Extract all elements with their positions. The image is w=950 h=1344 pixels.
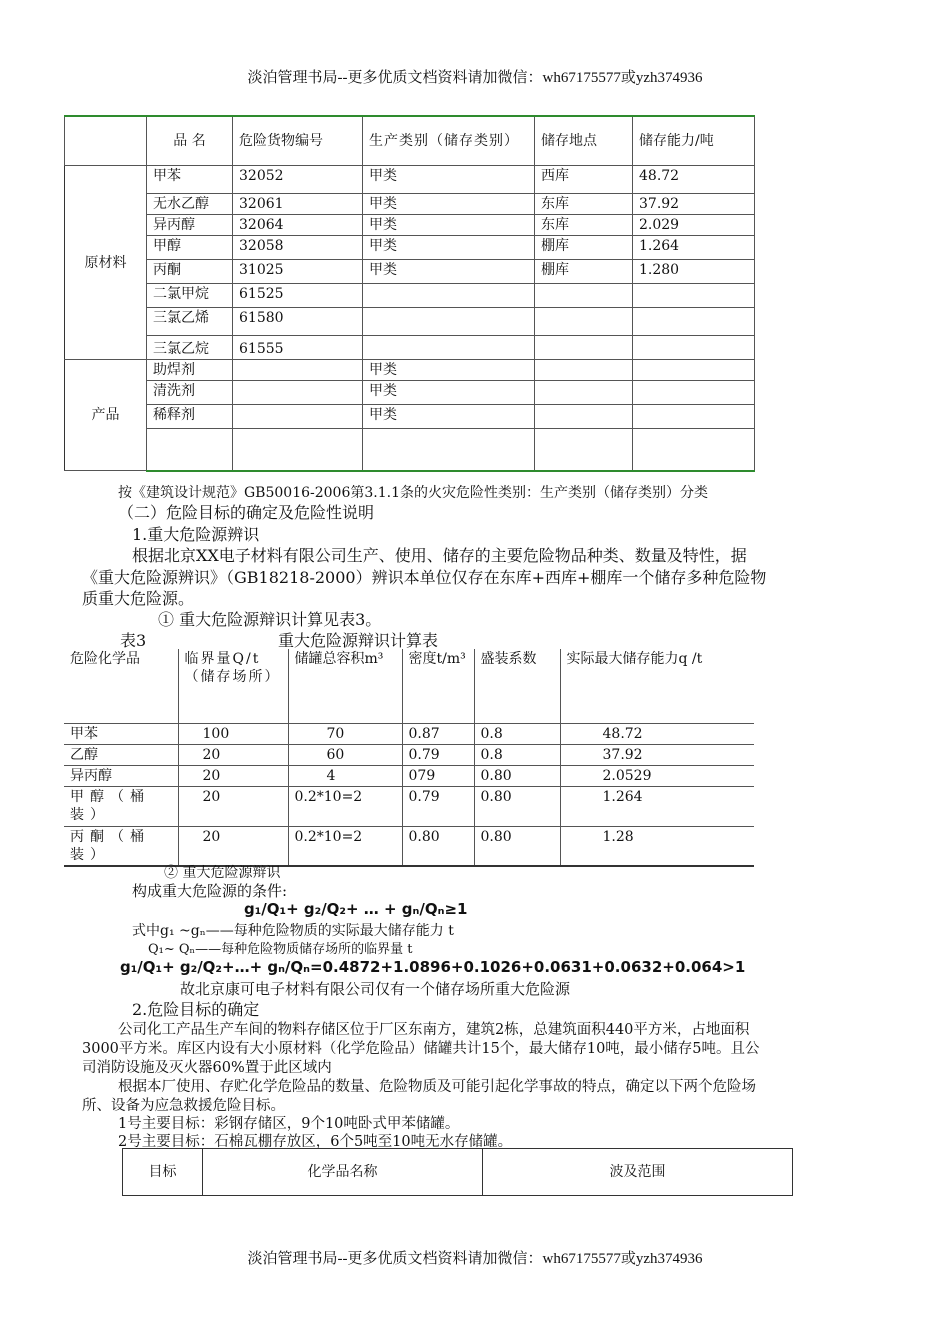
cell xyxy=(633,429,755,471)
cell: 32064 xyxy=(233,215,363,236)
cell: 20 xyxy=(178,765,288,786)
cell: 二氯甲烷 xyxy=(147,284,233,308)
cell: 0.80 xyxy=(474,765,560,786)
cell xyxy=(363,429,535,471)
cell: 20 xyxy=(178,826,288,866)
header-cell: 实际最大储存能力q /t xyxy=(560,649,754,723)
paragraph-line: 所、设备为应急救援危险目标。 xyxy=(82,1098,285,1114)
table-row xyxy=(64,826,754,866)
cell xyxy=(233,360,363,381)
cell: 异丙醇 xyxy=(64,765,178,786)
header-cell: 化学品名称 xyxy=(203,1149,483,1196)
header-cell: 储存地点 xyxy=(535,116,633,166)
table-row xyxy=(65,405,755,429)
cell: 0.80 xyxy=(402,826,474,866)
paragraph-line: 根据本厂使用、存贮化学危险品的数量、危险物质及可能引起化学事故的特点，确定以下两个危险场 xyxy=(118,1079,756,1095)
header-cell: 危险货物编号 xyxy=(233,116,363,166)
table-row xyxy=(65,236,755,260)
cell: 48.72 xyxy=(560,723,754,744)
page-header: 淡泊管理书局--更多优质文档资料请加微信：wh67175577或yzh374936 xyxy=(247,70,703,86)
definition-line: 式中g₁ ~gₙ——每种危险物质的实际最大储存能力 t xyxy=(132,923,454,939)
subsection-title: 1.重大危险源辨识 xyxy=(132,525,260,544)
header-cell: 临界量Q/t（储存场所） xyxy=(178,649,288,723)
cell: 1.280 xyxy=(633,260,755,284)
cell: 32061 xyxy=(233,194,363,215)
cell: 70 xyxy=(288,723,402,744)
cell xyxy=(633,360,755,381)
table-label: 表3 xyxy=(120,631,147,650)
cell: 61525 xyxy=(233,284,363,308)
cell xyxy=(147,429,233,471)
cell: 31025 xyxy=(233,260,363,284)
cell: 0.2*10=2 xyxy=(288,826,402,866)
cell xyxy=(363,284,535,308)
cell: 异丙醇 xyxy=(147,215,233,236)
target-line: 2号主要目标：石棉瓦棚存放区，6个5吨至10吨无水存储罐。 xyxy=(118,1134,513,1150)
cell: 东库 xyxy=(535,194,633,215)
cell: 清洗剂 xyxy=(147,381,233,405)
header-cell: 品 名 xyxy=(147,116,233,166)
cell: 0.79 xyxy=(402,744,474,765)
header-cell: 储存能力/吨 xyxy=(633,116,755,166)
cell xyxy=(363,336,535,360)
cell xyxy=(535,336,633,360)
condition-line: 构成重大危险源的条件: xyxy=(132,882,288,900)
cell: 32058 xyxy=(233,236,363,260)
cell: 61580 xyxy=(233,308,363,336)
definition-line: Q₁~ Qₙ——每种危险物质储存场所的临界量 t xyxy=(148,942,413,957)
cell: 0.8 xyxy=(474,744,560,765)
table-row xyxy=(65,260,755,284)
page-footer: 淡泊管理书局--更多优质文档资料请加微信：wh67175577或yzh374936 xyxy=(247,1251,703,1267)
header-cell: 目标 xyxy=(123,1149,203,1196)
table-row xyxy=(65,194,755,215)
cell xyxy=(633,308,755,336)
header-cell xyxy=(65,116,147,166)
cell: 甲类 xyxy=(363,260,535,284)
cell: 棚库 xyxy=(535,236,633,260)
table-title: 重大危险源辩识计算表 xyxy=(278,631,439,650)
paragraph-line: 根据北京XX电子材料有限公司生产、使用、储存的主要危险物品种类、数量及特性，据 xyxy=(132,546,747,565)
cell xyxy=(535,308,633,336)
cell: 2.0529 xyxy=(560,765,754,786)
cell xyxy=(363,308,535,336)
list-item: ② 重大危险源辩识 xyxy=(164,865,281,881)
cell xyxy=(633,405,755,429)
table-row xyxy=(64,744,754,765)
cell xyxy=(535,405,633,429)
cell: 2.029 xyxy=(633,215,755,236)
paragraph-line: 公司化工产品生产车间的物料存储区位于厂区东南方，建筑2栋，总建筑面积440平方米，占地面积 xyxy=(118,1022,750,1038)
formula-calculation: g₁/Q₁+ g₂/Q₂+…+ gₙ/Qₙ=0.4872+1.0896+0.1026+0.0631+0.0632+0.064>1 xyxy=(120,958,746,976)
cell: 079 xyxy=(402,765,474,786)
cell: 1.264 xyxy=(633,236,755,260)
cell: 1.264 xyxy=(560,786,754,826)
cell xyxy=(633,284,755,308)
cell xyxy=(233,429,363,471)
cell: 东库 xyxy=(535,215,633,236)
table-row xyxy=(64,786,754,826)
cell: 甲类 xyxy=(363,381,535,405)
table-header-row xyxy=(65,116,755,166)
header-cell: 波及范围 xyxy=(483,1149,793,1196)
cell xyxy=(233,405,363,429)
table-row xyxy=(65,360,755,381)
group-label-raw: 原材料 xyxy=(65,166,147,360)
table-row xyxy=(65,336,755,360)
cell: 甲类 xyxy=(363,360,535,381)
cell: 0.2*10=2 xyxy=(288,786,402,826)
table-row xyxy=(64,765,754,786)
cell: 0.8 xyxy=(474,723,560,744)
table-header-row xyxy=(64,649,754,723)
cell: 0.87 xyxy=(402,723,474,744)
cell xyxy=(233,381,363,405)
subsection-title: 2.危险目标的确定 xyxy=(132,1000,260,1019)
cell: 60 xyxy=(288,744,402,765)
conclusion-line: 故北京康可电子材料有限公司仅有一个储存场所重大危险源 xyxy=(180,980,571,998)
cell: 甲醇（桶装） xyxy=(64,786,178,826)
table-row xyxy=(65,215,755,236)
cell: 甲类 xyxy=(363,166,535,194)
table-header-row xyxy=(123,1149,793,1196)
cell: 甲醇 xyxy=(147,236,233,260)
cell: 无水乙醇 xyxy=(147,194,233,215)
table-row xyxy=(65,308,755,336)
cell: 20 xyxy=(178,744,288,765)
header-cell: 生产类别（储存类别） xyxy=(363,116,535,166)
hazard-calc-table xyxy=(64,649,754,867)
storage-table xyxy=(64,115,755,472)
cell xyxy=(633,336,755,360)
cell xyxy=(535,429,633,471)
cell: 甲类 xyxy=(363,405,535,429)
section-title: （二）危险目标的确定及危险性说明 xyxy=(118,503,375,522)
target-table xyxy=(122,1148,793,1196)
cell: 4 xyxy=(288,765,402,786)
cell: 三氯乙烯 xyxy=(147,308,233,336)
table-row xyxy=(65,381,755,405)
cell: 37.92 xyxy=(560,744,754,765)
cell: 稀释剂 xyxy=(147,405,233,429)
cell: 32052 xyxy=(233,166,363,194)
paragraph-line: 《重大危险源辨识》（GB18218-2000）辨识本单位仅存在东库+西库+棚库一个储存多种危险物 xyxy=(82,568,767,587)
group-label-product: 产品 xyxy=(65,360,147,471)
cell: 甲苯 xyxy=(64,723,178,744)
formula-condition: g₁/Q₁+ g₂/Q₂+ … + gₙ/Qₙ≥1 xyxy=(244,900,468,918)
cell: 20 xyxy=(178,786,288,826)
table-row xyxy=(65,166,755,194)
cell: 丙酮 xyxy=(147,260,233,284)
cell: 0.80 xyxy=(474,786,560,826)
cell: 三氯乙烷 xyxy=(147,336,233,360)
cell xyxy=(535,360,633,381)
cell: 100 xyxy=(178,723,288,744)
header-cell: 危险化学品 xyxy=(64,649,178,723)
cell: 西库 xyxy=(535,166,633,194)
paragraph-line: 质重大危险源。 xyxy=(82,589,195,608)
cell: 甲类 xyxy=(363,194,535,215)
cell: 1.28 xyxy=(560,826,754,866)
table-row xyxy=(65,284,755,308)
cell: 甲类 xyxy=(363,215,535,236)
cell: 37.92 xyxy=(633,194,755,215)
list-item: ① 重大危险源辩识计算见表3。 xyxy=(158,610,382,629)
cell: 0.80 xyxy=(474,826,560,866)
paragraph-line: 司消防设施及灭火器60%置于此区域内 xyxy=(82,1060,332,1076)
note-line: 按《建筑设计规范》GB50016-2006第3.1.1条的火灾危险性类别：生产类别（储存类别）分类 xyxy=(118,485,708,501)
cell: 甲类 xyxy=(363,236,535,260)
target-line: 1号主要目标：彩钢存储区，9个10吨卧式甲苯储罐。 xyxy=(118,1116,460,1132)
header-cell: 盛装系数 xyxy=(474,649,560,723)
cell xyxy=(535,284,633,308)
header-cell: 储罐总容积m³ xyxy=(288,649,402,723)
header-cell: 密度t/m³ xyxy=(402,649,474,723)
paragraph-line: 3000平方米。库区内设有大小原材料（化学危险品）储罐共计15个，最大储存10吨，最小储存5吨。且公 xyxy=(82,1041,760,1057)
table-row xyxy=(65,429,755,471)
cell: 丙酮（桶装） xyxy=(64,826,178,866)
cell: 61555 xyxy=(233,336,363,360)
cell: 48.72 xyxy=(633,166,755,194)
cell: 助焊剂 xyxy=(147,360,233,381)
cell: 0.79 xyxy=(402,786,474,826)
table-row xyxy=(64,723,754,744)
cell: 甲苯 xyxy=(147,166,233,194)
cell xyxy=(633,381,755,405)
cell xyxy=(535,381,633,405)
cell: 棚库 xyxy=(535,260,633,284)
cell: 乙醇 xyxy=(64,744,178,765)
